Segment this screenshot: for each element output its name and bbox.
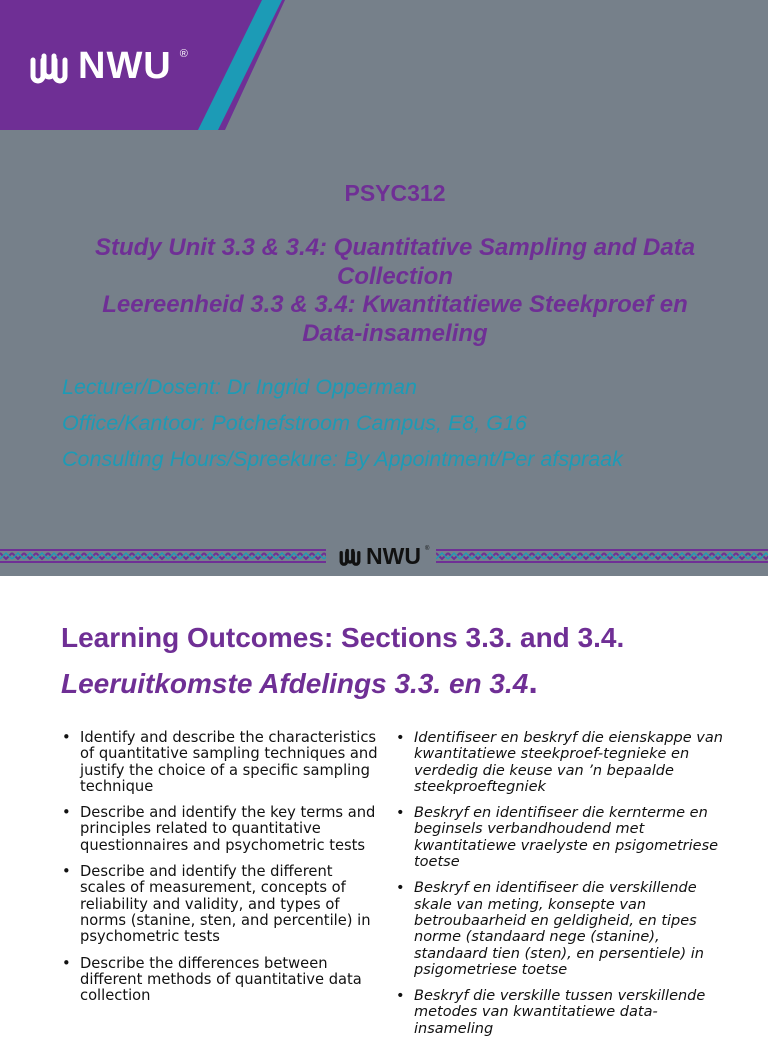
title-line: Collection — [336, 262, 453, 290]
list-item: • Identify and describe the characteristics of quantitative sampling techniques and justify the choice of a specific sampling technique — [60, 730, 380, 795]
title-line: Study Unit 3.3 & 3.4: Quantitative Sampling and Data — [94, 234, 696, 261]
contact-info — [62, 369, 623, 477]
list-item: • Describe and identify the key terms and principles related to quantitative questionnaires and psychometric tests — [60, 805, 380, 854]
list-item: • Beskryf die verskille tussen verskillende metodes van kwantitatiewe data-insameling — [394, 988, 724, 1037]
title-line: Data-insameling — [302, 319, 488, 347]
outcomes-list-afrikaans — [394, 730, 724, 1047]
registered-mark: ® — [179, 48, 188, 60]
decorative-border-right — [436, 549, 768, 563]
outcomes-list-english — [60, 730, 380, 1014]
office-line: Office/Kantoor: Potchefstroom Campus, E8, G16 — [62, 411, 527, 435]
nwu-emblem-icon — [28, 46, 70, 86]
footer-registered-mark: ® — [424, 546, 430, 552]
footer-logo-wordmark: NWU — [366, 543, 421, 569]
title-line: Leereenheid 3.3 & 3.4: Kwantitatiewe Steekproef en — [102, 291, 688, 318]
list-item: • Identifiseer en beskryf die eienskappe van kwantitatiewe steekproef-tegnieke en verdedig die keuse van ’n bepaalde steekproeftegniek — [394, 730, 724, 795]
outcomes-title-afrikaans-text: Leeruitkomste Afdelings 3.3. en 3.4 — [61, 668, 529, 699]
nwu-logo — [28, 44, 188, 88]
course-code: PSYC312 — [344, 180, 446, 206]
decorative-border-left — [0, 549, 326, 563]
footer-nwu-logo — [338, 544, 429, 568]
consulting-hours-line: Consulting Hours/Spreekure: By Appointment/Per afspraak — [62, 447, 623, 471]
outcomes-title-afrikaans — [61, 664, 538, 702]
list-item: • Beskryf en identifiseer die kernterme en beginsels verbandhoudend met kwantitatiewe vraelyste en psigometriese toetse — [394, 805, 724, 870]
lecturer-line: Lecturer/Dosent: Dr Ingrid Opperman — [62, 375, 417, 399]
title-period: . — [528, 663, 538, 701]
list-item: • Beskryf en identifiseer die verskillende skale van meting, konsepte van betroubaarheid en geldigheid, en tipes norme (standaard nege (stanine), standaard tien (sten), en persentiele) in psigometriese toetse — [394, 880, 724, 978]
slide-title — [30, 234, 760, 348]
list-item: • Describe the differences between different methods of quantitative data collection — [60, 956, 380, 1005]
nwu-emblem-icon — [338, 545, 362, 567]
learning-outcomes-slide — [0, 576, 768, 1037]
logo-wordmark: NWU — [78, 45, 172, 87]
list-item: • Describe and identify the different scales of measurement, concepts of reliability and validity, and types of norms (stanine, sten, and percentile) in psychometric tests — [60, 864, 380, 945]
outcomes-title-english: Learning Outcomes: Sections 3.3. and 3.4. — [61, 622, 625, 653]
